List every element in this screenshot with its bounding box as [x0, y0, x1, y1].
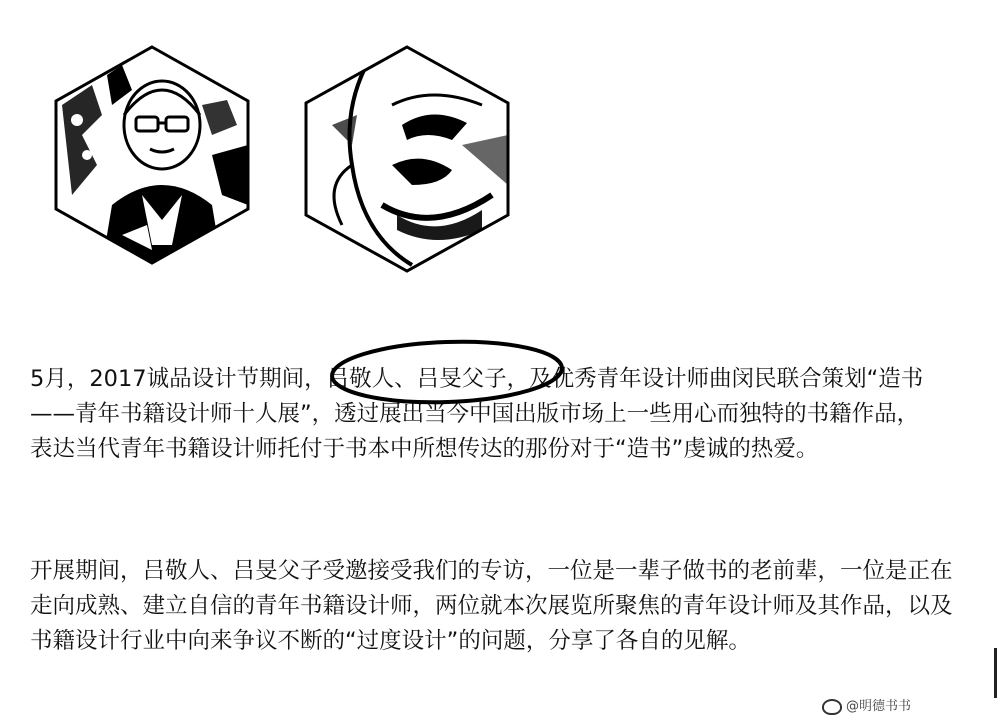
paragraph-1-line-2: ——青年书籍设计师十人展”，透过展出当今中国出版市场上一些用心而独特的书籍作品，	[30, 401, 920, 427]
portrait-elderly-man-glasses-icon	[52, 45, 252, 265]
edge-bar	[994, 648, 997, 698]
watermark-text: @明德书书	[846, 699, 912, 714]
portrait-left	[52, 45, 252, 265]
paragraph-1-line-1: 5月，2017诚品设计节期间，吕敬人、吕旻父子，及优秀青年设计师曲闵民联合策划“造书	[30, 366, 924, 392]
circled-names-annotation	[328, 336, 568, 410]
paragraph-2-line-3: 书籍设计行业中向来争议不断的“过度设计”的问题，分享了各自的见解。	[30, 628, 751, 654]
weibo-watermark	[822, 695, 911, 715]
portrait-smiling-man-closeup-icon	[302, 45, 512, 273]
portrait-right	[302, 45, 512, 273]
paragraph-2-line-2: 走向成熟、建立自信的青年书籍设计师，两位就本次展览所聚焦的青年设计师及其作品，以及	[30, 593, 953, 619]
weibo-icon	[822, 699, 842, 715]
paragraph-1-line-3: 表达当代青年书籍设计师托付于书本中所想传达的那份对于“造书”虔诚的热爱。	[30, 436, 819, 462]
paragraph-2-line-1: 开展期间，吕敬人、吕旻父子受邀接受我们的专访，一位是一辈子做书的老前辈，一位是正在	[30, 558, 953, 584]
article-paragraph-2	[30, 554, 1002, 659]
